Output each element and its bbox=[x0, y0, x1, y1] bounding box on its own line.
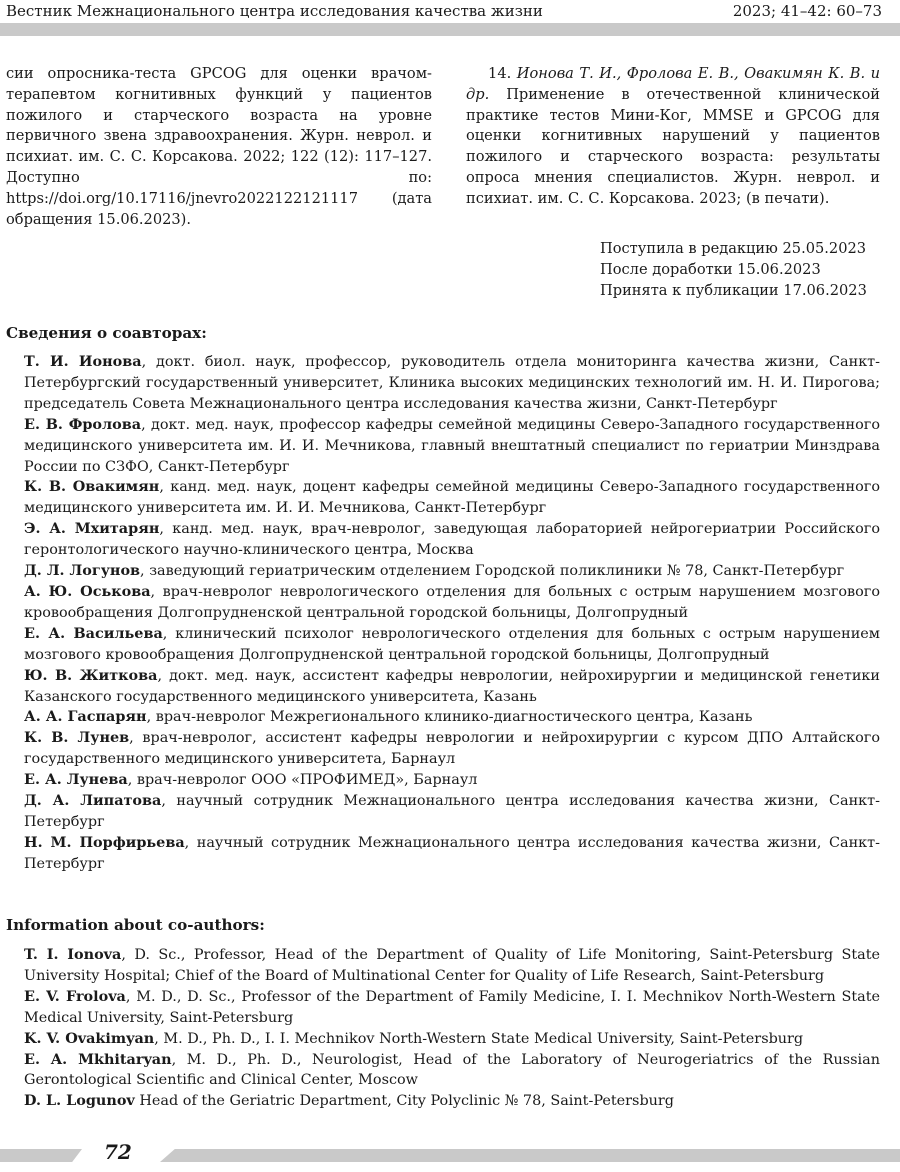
coauthor-name: Е. В. Фролова bbox=[24, 415, 142, 433]
coauthor-entry bbox=[24, 707, 880, 728]
article-dates bbox=[600, 238, 867, 301]
coauthor-name: К. В. Лунев bbox=[24, 729, 130, 747]
coauthor-name: Э. А. Мхитарян bbox=[24, 520, 160, 538]
coauthor-name: D. L. Logunov bbox=[24, 1092, 135, 1110]
coauthor-entry bbox=[24, 945, 880, 987]
ru-coauthors-title: Сведения о соавторах: bbox=[6, 324, 207, 342]
running-header bbox=[0, 0, 900, 22]
coauthor-entry bbox=[24, 770, 880, 791]
journal-title: Вестник Межнационального центра исследования качества жизни bbox=[6, 2, 543, 20]
reference-14 bbox=[466, 64, 880, 210]
coauthor-name: T. I. Ionova bbox=[24, 946, 122, 963]
coauthor-entry bbox=[24, 477, 880, 519]
reference-continued bbox=[6, 64, 432, 230]
date-received: Поступила в редакцию 25.05.2023 bbox=[600, 240, 867, 257]
coauthor-entry bbox=[24, 582, 880, 624]
coauthor-entry bbox=[24, 728, 880, 770]
coauthor-affiliation: , научный сотрудник Межнационального центра исследования качества жизни, Санкт-Петербург bbox=[24, 793, 880, 830]
reference-number: 14. bbox=[488, 65, 512, 82]
footer-rule bbox=[0, 1149, 900, 1162]
coauthor-name: Д. Л. Логунов bbox=[24, 562, 141, 580]
coauthor-affiliation: , врач-невролог Межрегионального клинико-диагностического центра, Казань bbox=[146, 709, 753, 726]
coauthor-entry bbox=[24, 519, 880, 561]
coauthor-affiliation: , научный сотрудник Межнационального центра исследования качества жизни, Санкт-Петербург bbox=[24, 834, 880, 872]
coauthor-entry bbox=[24, 352, 880, 415]
coauthor-entry bbox=[24, 833, 880, 875]
coauthor-entry bbox=[24, 987, 880, 1029]
coauthor-name: Е. А. Васильева bbox=[24, 624, 163, 642]
header-rule bbox=[0, 23, 900, 36]
coauthor-affiliation: , канд. мед. наук, врач-невролог, заведующая лабораторией нейрогериатрии Российского геронтологического научно-клинического центра, Москва bbox=[24, 521, 880, 559]
coauthor-affiliation: , M. D., Ph. D., I. I. Mechnikov North-Western State Medical University, Saint-Petersburg bbox=[154, 1030, 804, 1047]
coauthor-affiliation: , M. D., D. Sc., Professor of the Department of Family Medicine, I. I. Mechnikov North-Western State Medical University, Saint-Petersburg bbox=[24, 988, 880, 1026]
date-revised: После доработки 15.06.2023 bbox=[600, 261, 821, 278]
coauthor-entry bbox=[24, 1050, 880, 1092]
en-coauthors-list bbox=[24, 945, 880, 1112]
coauthor-name: Н. М. Порфирьева bbox=[24, 833, 185, 851]
coauthor-entry bbox=[24, 791, 880, 833]
coauthor-name: К. В. Овакимян bbox=[24, 478, 160, 496]
coauthor-entry bbox=[24, 666, 880, 708]
coauthor-affiliation: , заведующий гериатрическим отделением Городской поликлиники № 78, Санкт-Петербург bbox=[140, 563, 845, 580]
ru-coauthors-list bbox=[24, 352, 880, 875]
coauthor-affiliation: , докт. мед. наук, ассистент кафедры неврологии, нейрохирургии и медицинской генетики Казанского государственного медицинского университета, Казань bbox=[24, 667, 880, 705]
coauthor-entry bbox=[24, 1091, 880, 1112]
coauthor-affiliation: , докт. мед. наук, профессор кафедры семейной медицины Северо-Западного государственного медицинского университета им. И. И. Мечникова, главный внештатный специалист по гериатрии Минздрава России по СЗФО, Санкт-Петербург bbox=[24, 416, 880, 475]
coauthor-entry bbox=[24, 561, 880, 582]
coauthor-name: Д. А. Липатова bbox=[24, 792, 162, 810]
coauthor-entry bbox=[24, 1029, 880, 1050]
coauthor-name: Е. А. Лунева bbox=[24, 771, 128, 789]
coauthor-name: K. V. Ovakimyan bbox=[24, 1029, 155, 1047]
coauthor-affiliation: , M. D., Ph. D., Neurologist, Head of the Laboratory of Neurogeriatrics of the Russian Gerontological Scientific and Clinical Center, Moscow bbox=[24, 1051, 880, 1089]
coauthor-name: E. V. Frolova bbox=[24, 987, 126, 1005]
en-coauthors-title: Information about co-authors: bbox=[6, 916, 265, 934]
coauthor-entry bbox=[24, 415, 880, 478]
coauthor-entry bbox=[24, 624, 880, 666]
coauthor-name: Т. И. Ионова bbox=[24, 353, 142, 370]
coauthor-affiliation: , врач-невролог, ассистент кафедры неврологии и нейрохирургии с курсом ДПО Алтайского государственного медицинского университета, Барнаул bbox=[24, 730, 880, 768]
coauthor-name: А. А. Гаспарян bbox=[24, 708, 147, 726]
date-accepted: Принята к публикации 17.06.2023 bbox=[600, 282, 867, 299]
issue-info: 2023; 41–42: 60–73 bbox=[732, 2, 882, 20]
coauthor-name: Ю. В. Житкова bbox=[24, 666, 158, 684]
coauthor-affiliation: , D. Sc., Professor, Head of the Department of Quality of Life Monitoring, Saint-Petersburg State University Hospital; Chief of the Board of Multinational Center for Quality of Life Research, Saint-Petersburg bbox=[24, 947, 881, 984]
reference-text: сии опросника-теста GPCOG для оценки врачом-терапевтом когнитивных функций у пациентов пожилого и старческого возраста на уровне первичного звена здравоохранения. Журн. неврол. и психиат. им. С. С. Корсакова. 2022; 122 (12): 117–127. Доступно по: https://doi.org/10.17116/jnevro2022122121117 (дата обращения 15.06.2023). bbox=[6, 65, 432, 228]
coauthor-affiliation: Head of the Geriatric Department, City Polyclinic № 78, Saint-Petersburg bbox=[134, 1093, 675, 1110]
coauthor-affiliation: , канд. мед. наук, доцент кафедры семейной медицины Северо-Западного государственного медицинского университета им. И. И. Мечникова, Санкт-Петербург bbox=[24, 479, 880, 517]
reference-text: Применение в отечественной клинической практике тестов Мини-Ког, MMSE и GPCOG для оценки когнитивных нарушений у пациентов пожилого и старческого возраста: результаты опроса мнения специалистов. Журн. неврол. и психиат. им. С. С. Корсакова. 2023; (в печати). bbox=[466, 85, 880, 207]
reference-authors: Ионова Т. И., Фролова Е. В., Овакимян К. В. и др. bbox=[466, 65, 881, 103]
coauthor-affiliation: , клинический психолог неврологического отделения для больных с острым нарушением мозгового кровообращения Долгопрудненской центральной городской больницы, Долгопрудный bbox=[24, 625, 880, 663]
coauthor-name: А. Ю. Оськова bbox=[24, 582, 151, 600]
coauthor-affiliation: , врач-невролог ООО «ПРОФИМЕД», Барнаул bbox=[127, 772, 478, 789]
coauthor-affiliation: , врач-невролог неврологического отделения для больных с острым нарушением мозгового кровообращения Долгопрудненской центральной городской больницы, Долгопрудный bbox=[24, 583, 880, 621]
coauthor-affiliation: , докт. биол. наук, профессор, руководитель отдела мониторинга качества жизни, Санкт-Петербургский государственный университет, Клиника высоких медицинских технологий им. Н. И. Пирогова; председатель Совета Межнационального центра исследования качества жизни, Санкт-Петербург bbox=[24, 354, 881, 412]
coauthor-name: E. A. Mkhitaryan bbox=[24, 1050, 172, 1068]
page-number: 72 bbox=[104, 1140, 132, 1164]
